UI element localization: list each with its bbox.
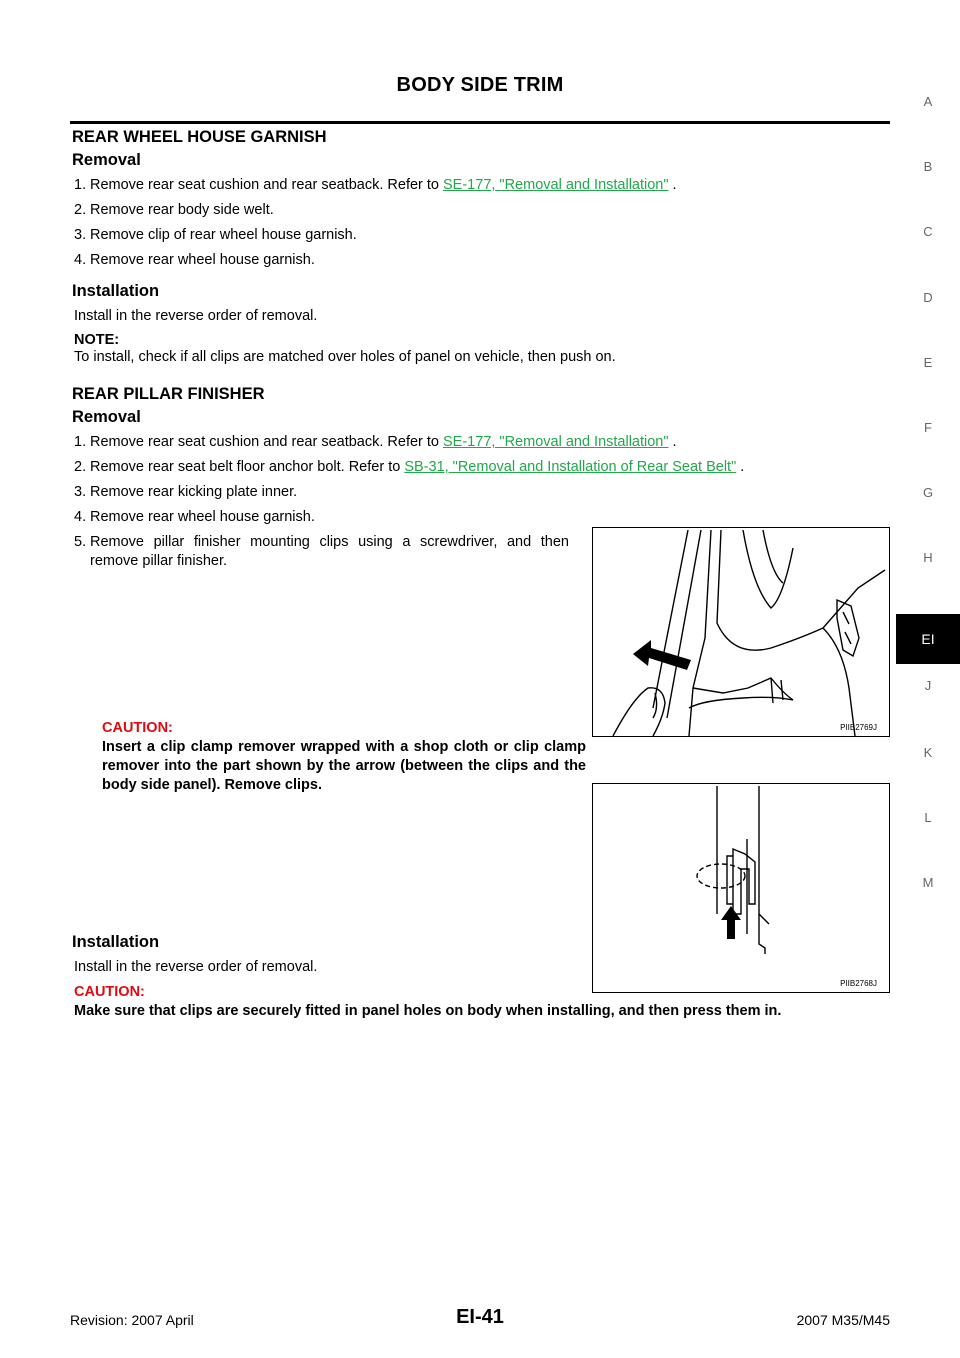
installation-text: Install in the reverse order of removal. — [74, 959, 318, 975]
reference-link[interactable]: SE-177, "Removal and Installation" — [443, 177, 669, 193]
step-number: 2. — [74, 202, 87, 218]
figure-code: PIIB2768J — [840, 979, 877, 988]
tab-l[interactable]: L — [924, 810, 932, 825]
page-title: BODY SIDE TRIM — [396, 74, 564, 96]
step-text: Remove rear wheel house garnish. — [90, 252, 315, 268]
revision-date: Revision: 2007 April — [70, 1312, 194, 1328]
step-number: 2. — [74, 459, 87, 475]
step-number: 5. — [74, 534, 87, 550]
step-text: Remove pillar finisher mounting clips using a screwdriver, and then remove pillar finisher. — [90, 534, 569, 569]
clip-detail-illustration — [593, 784, 889, 992]
caution-label: CAUTION: — [74, 984, 145, 1000]
tab-h[interactable]: H — [923, 550, 933, 565]
tab-m[interactable]: M — [922, 875, 934, 890]
removal-heading: Removal — [72, 408, 141, 426]
reference-link[interactable]: SB-31, "Removal and Installation of Rear Seat Belt" — [404, 459, 737, 475]
step-item — [74, 433, 892, 452]
step-item — [74, 533, 569, 571]
removal-heading: Removal — [72, 151, 141, 169]
step-item — [74, 251, 892, 270]
step-text: Remove rear seat belt floor anchor bolt. Refer to — [90, 459, 405, 475]
step-text: Remove rear seat cushion and rear seatback. Refer to — [90, 434, 444, 450]
tab-e[interactable]: E — [923, 355, 933, 370]
step-number: 4. — [74, 252, 87, 268]
tab-b[interactable]: B — [923, 159, 933, 174]
step-text: Remove clip of rear wheel house garnish. — [90, 227, 357, 243]
step-text-after: . — [668, 434, 677, 450]
note-text: To install, check if all clips are matched over holes of panel on vehicle, then push on. — [74, 349, 616, 365]
step-number: 3. — [74, 227, 87, 243]
caution-text: Make sure that clips are securely fitted in panel holes on body when installing, and then press them in. — [74, 1003, 782, 1019]
section-rear-wheel-house-garnish — [72, 128, 892, 367]
step-number: 1. — [74, 434, 87, 450]
tab-g[interactable]: G — [922, 485, 934, 500]
note-label: NOTE: — [74, 332, 120, 348]
caution-label: CAUTION: — [102, 720, 173, 736]
step-item — [74, 226, 892, 245]
tab-f[interactable]: F — [924, 420, 932, 435]
section-title: REAR WHEEL HOUSE GARNISH — [72, 128, 327, 146]
step-item — [74, 176, 892, 195]
step-text: Remove rear body side welt. — [90, 202, 274, 218]
model-year: 2007 M35/M45 — [796, 1312, 890, 1328]
step-text: Remove rear seat cushion and rear seatback. Refer to — [90, 177, 444, 193]
header-rule — [70, 121, 890, 124]
step-text-after: . — [668, 177, 677, 193]
tab-d[interactable]: D — [923, 290, 933, 305]
step-number: 3. — [74, 484, 87, 500]
tab-c[interactable]: C — [923, 224, 933, 239]
step-text: Remove rear wheel house garnish. — [90, 509, 315, 525]
figure-clip-detail — [592, 783, 890, 993]
arrow-up-icon — [721, 906, 741, 939]
step-item — [74, 508, 892, 527]
step-number: 4. — [74, 509, 87, 525]
tab-k[interactable]: K — [923, 745, 933, 760]
installation-heading: Installation — [72, 933, 160, 951]
caution-block — [102, 719, 586, 795]
reference-link[interactable]: SE-177, "Removal and Installation" — [443, 434, 669, 450]
tab-ei-active[interactable]: EI — [896, 614, 960, 664]
step-text: Remove rear kicking plate inner. — [90, 484, 298, 500]
step-number: 1. — [74, 177, 87, 193]
tab-j[interactable]: J — [924, 678, 932, 693]
page-number: EI-41 — [456, 1306, 504, 1328]
caution-text: Insert a clip clamp remover wrapped with a shop cloth or clip clamp remover into the part shown by the arrow (between the clips and the body side panel). Remove clips. — [102, 739, 586, 793]
installation-heading: Installation — [72, 282, 160, 300]
figure-pillar-finisher — [592, 527, 890, 737]
installation-text: Install in the reverse order of removal. — [74, 308, 318, 324]
step-item — [74, 458, 892, 477]
step-item — [74, 201, 892, 220]
section-title: REAR PILLAR FINISHER — [72, 385, 265, 403]
pillar-finisher-illustration — [593, 528, 889, 736]
figure-code: PIIB2769J — [840, 723, 877, 732]
tab-a[interactable]: A — [923, 94, 933, 109]
step-item — [74, 483, 892, 502]
step-text-after: . — [736, 459, 745, 475]
section-index-tabs — [896, 0, 960, 1358]
